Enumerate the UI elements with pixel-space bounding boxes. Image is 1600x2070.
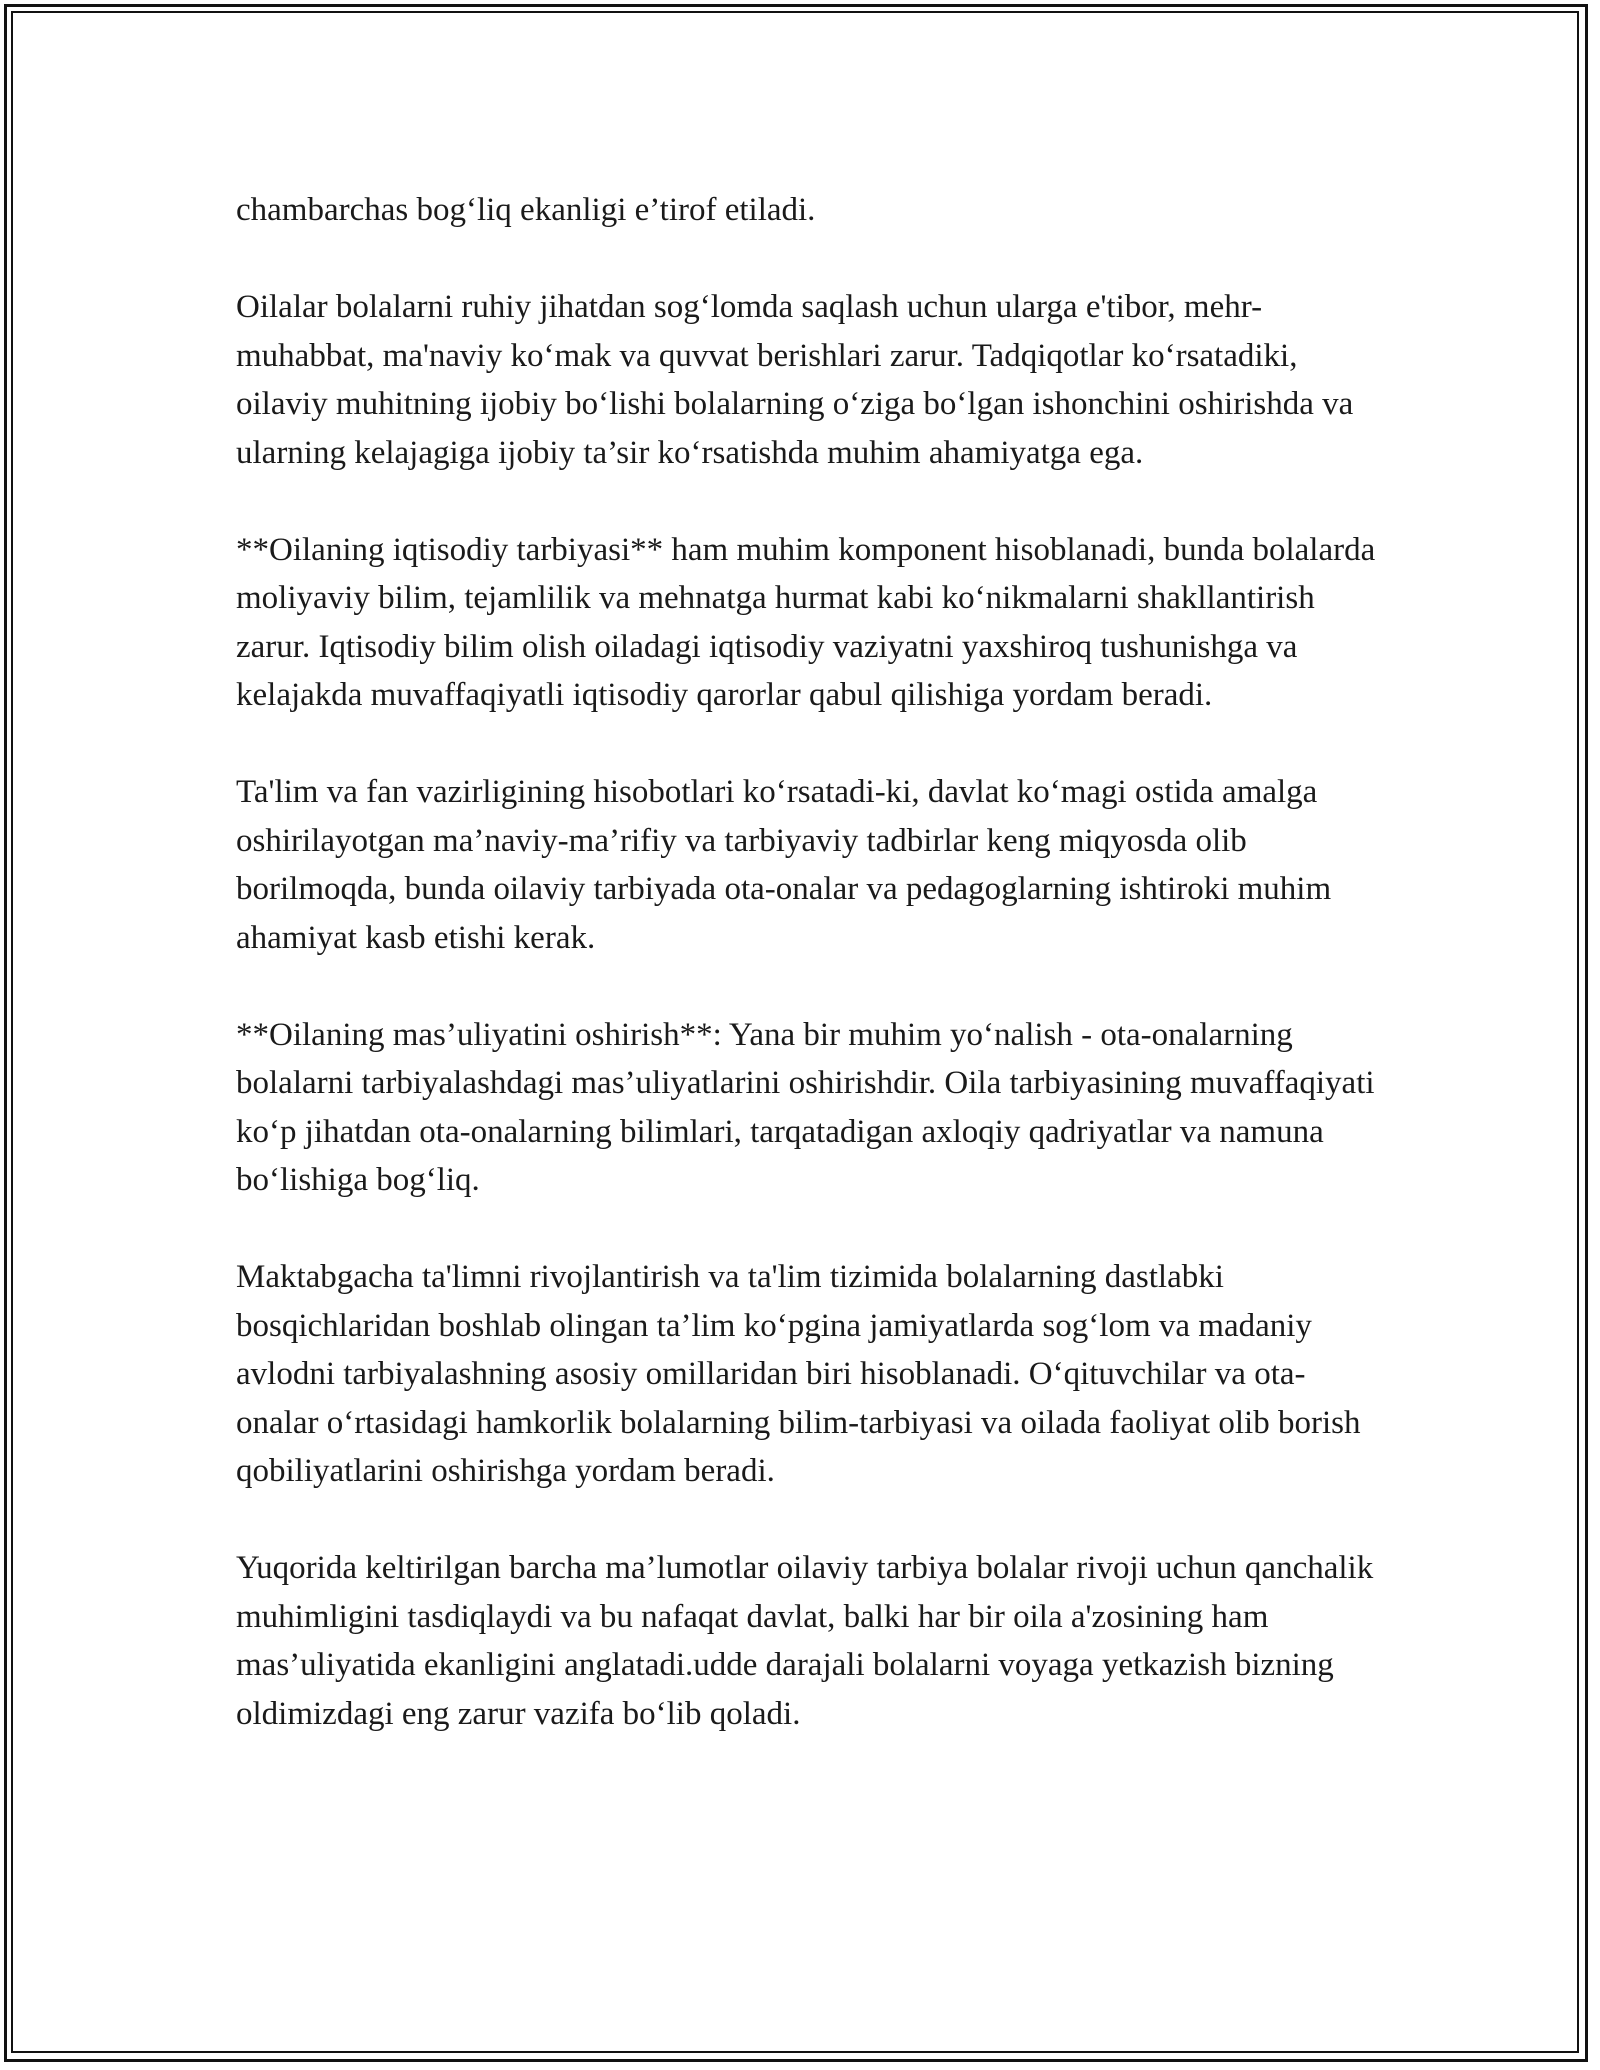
- paragraph-4: Ta'lim va fan vazirligining hisobotlari ko‘rsatadi-ki, davlat ko‘magi ostida amalga oshirilayotgan ma’naviy-ma’rifiy va tarbiyaviy tadbirlar keng miqyosda olib borilmoqda, bunda oilaviy tarbiyada ota-onalar va pedagoglarning ishtiroki muhim ahamiyat kasb etishi kerak.: [236, 774, 1332, 956]
- paragraph-3: **Oilaning iqtisodiy tarbiyasi** ham muhim komponent hisoblanadi, bunda bolalarda moliyaviy bilim, tejamlilik va mehnatga hurmat kabi ko‘nikmalarni shakllantirish zarur. Iqtisodiy bilim olish oiladagi iqtisodiy vaziyatni yaxshiroq tushunishga va kelajakda muvaffaqiyatli iqtisodiy qarorlar qabul qilishiga yordam beradi.: [236, 531, 1376, 713]
- paragraph-6: Maktabgacha ta'limni rivojlantirish va ta'lim tizimida bolalarning dastlabki bosqichlaridan boshlab olingan ta’lim ko‘pgina jamiyatlarda sog‘lom va madaniy avlodni tarbiyalashning asosiy omillaridan biri hisoblanadi. O‘qituvchilar va ota-onalar o‘rtasidagi hamkorlik bolalarning bilim-tarbiyasi va oilada faoliyat olib borish qobiliyatlarini oshirishga yordam beradi.: [236, 1259, 1361, 1489]
- paragraph-1: chambarchas bog‘liq ekanligi e’tirof etiladi.: [236, 192, 816, 228]
- document-body: [236, 186, 1386, 1738]
- paragraph-2: Oilalar bolalarni ruhiy jihatdan sog‘lomda saqlash uchun ularga e'tibor, mehr-muhabbat, ma'naviy ko‘mak va quvvat berishlari zarur. Tadqiqotlar ko‘rsatadiki, oilaviy muhitning ijobiy bo‘lishi bolalarning o‘ziga bo‘lgan ishonchini oshirishda va ularning kelajagiga ijobiy ta’sir ko‘rsatishda muhim ahamiyatga ega.: [236, 289, 1354, 471]
- paragraph-7: Yuqorida keltirilgan barcha ma’lumotlar oilaviy tarbiya bolalar rivoji uchun qanchalik muhimligini tasdiqlaydi va bu nafaqat davlat, balki har bir oila a'zosining ham mas’uliyatida ekanligini anglatadi.udde darajali bolalarni voyaga yetkazish bizning oldimizdagi eng zarur vazifa bo‘lib qoladi.: [236, 1550, 1374, 1732]
- paragraph-5: **Oilaning mas’uliyatini oshirish**: Yana bir muhim yo‘nalish - ota-onalarning bolalarni tarbiyalashdagi mas’uliyatlarini oshirishdir. Oila tarbiyasining muvaffaqiyati ko‘p jihatdan ota-onalarning bilimlari, tarqatadigan axloqiy qadriyatlar va namuna bo‘lishiga bog‘liq.: [236, 1016, 1375, 1198]
